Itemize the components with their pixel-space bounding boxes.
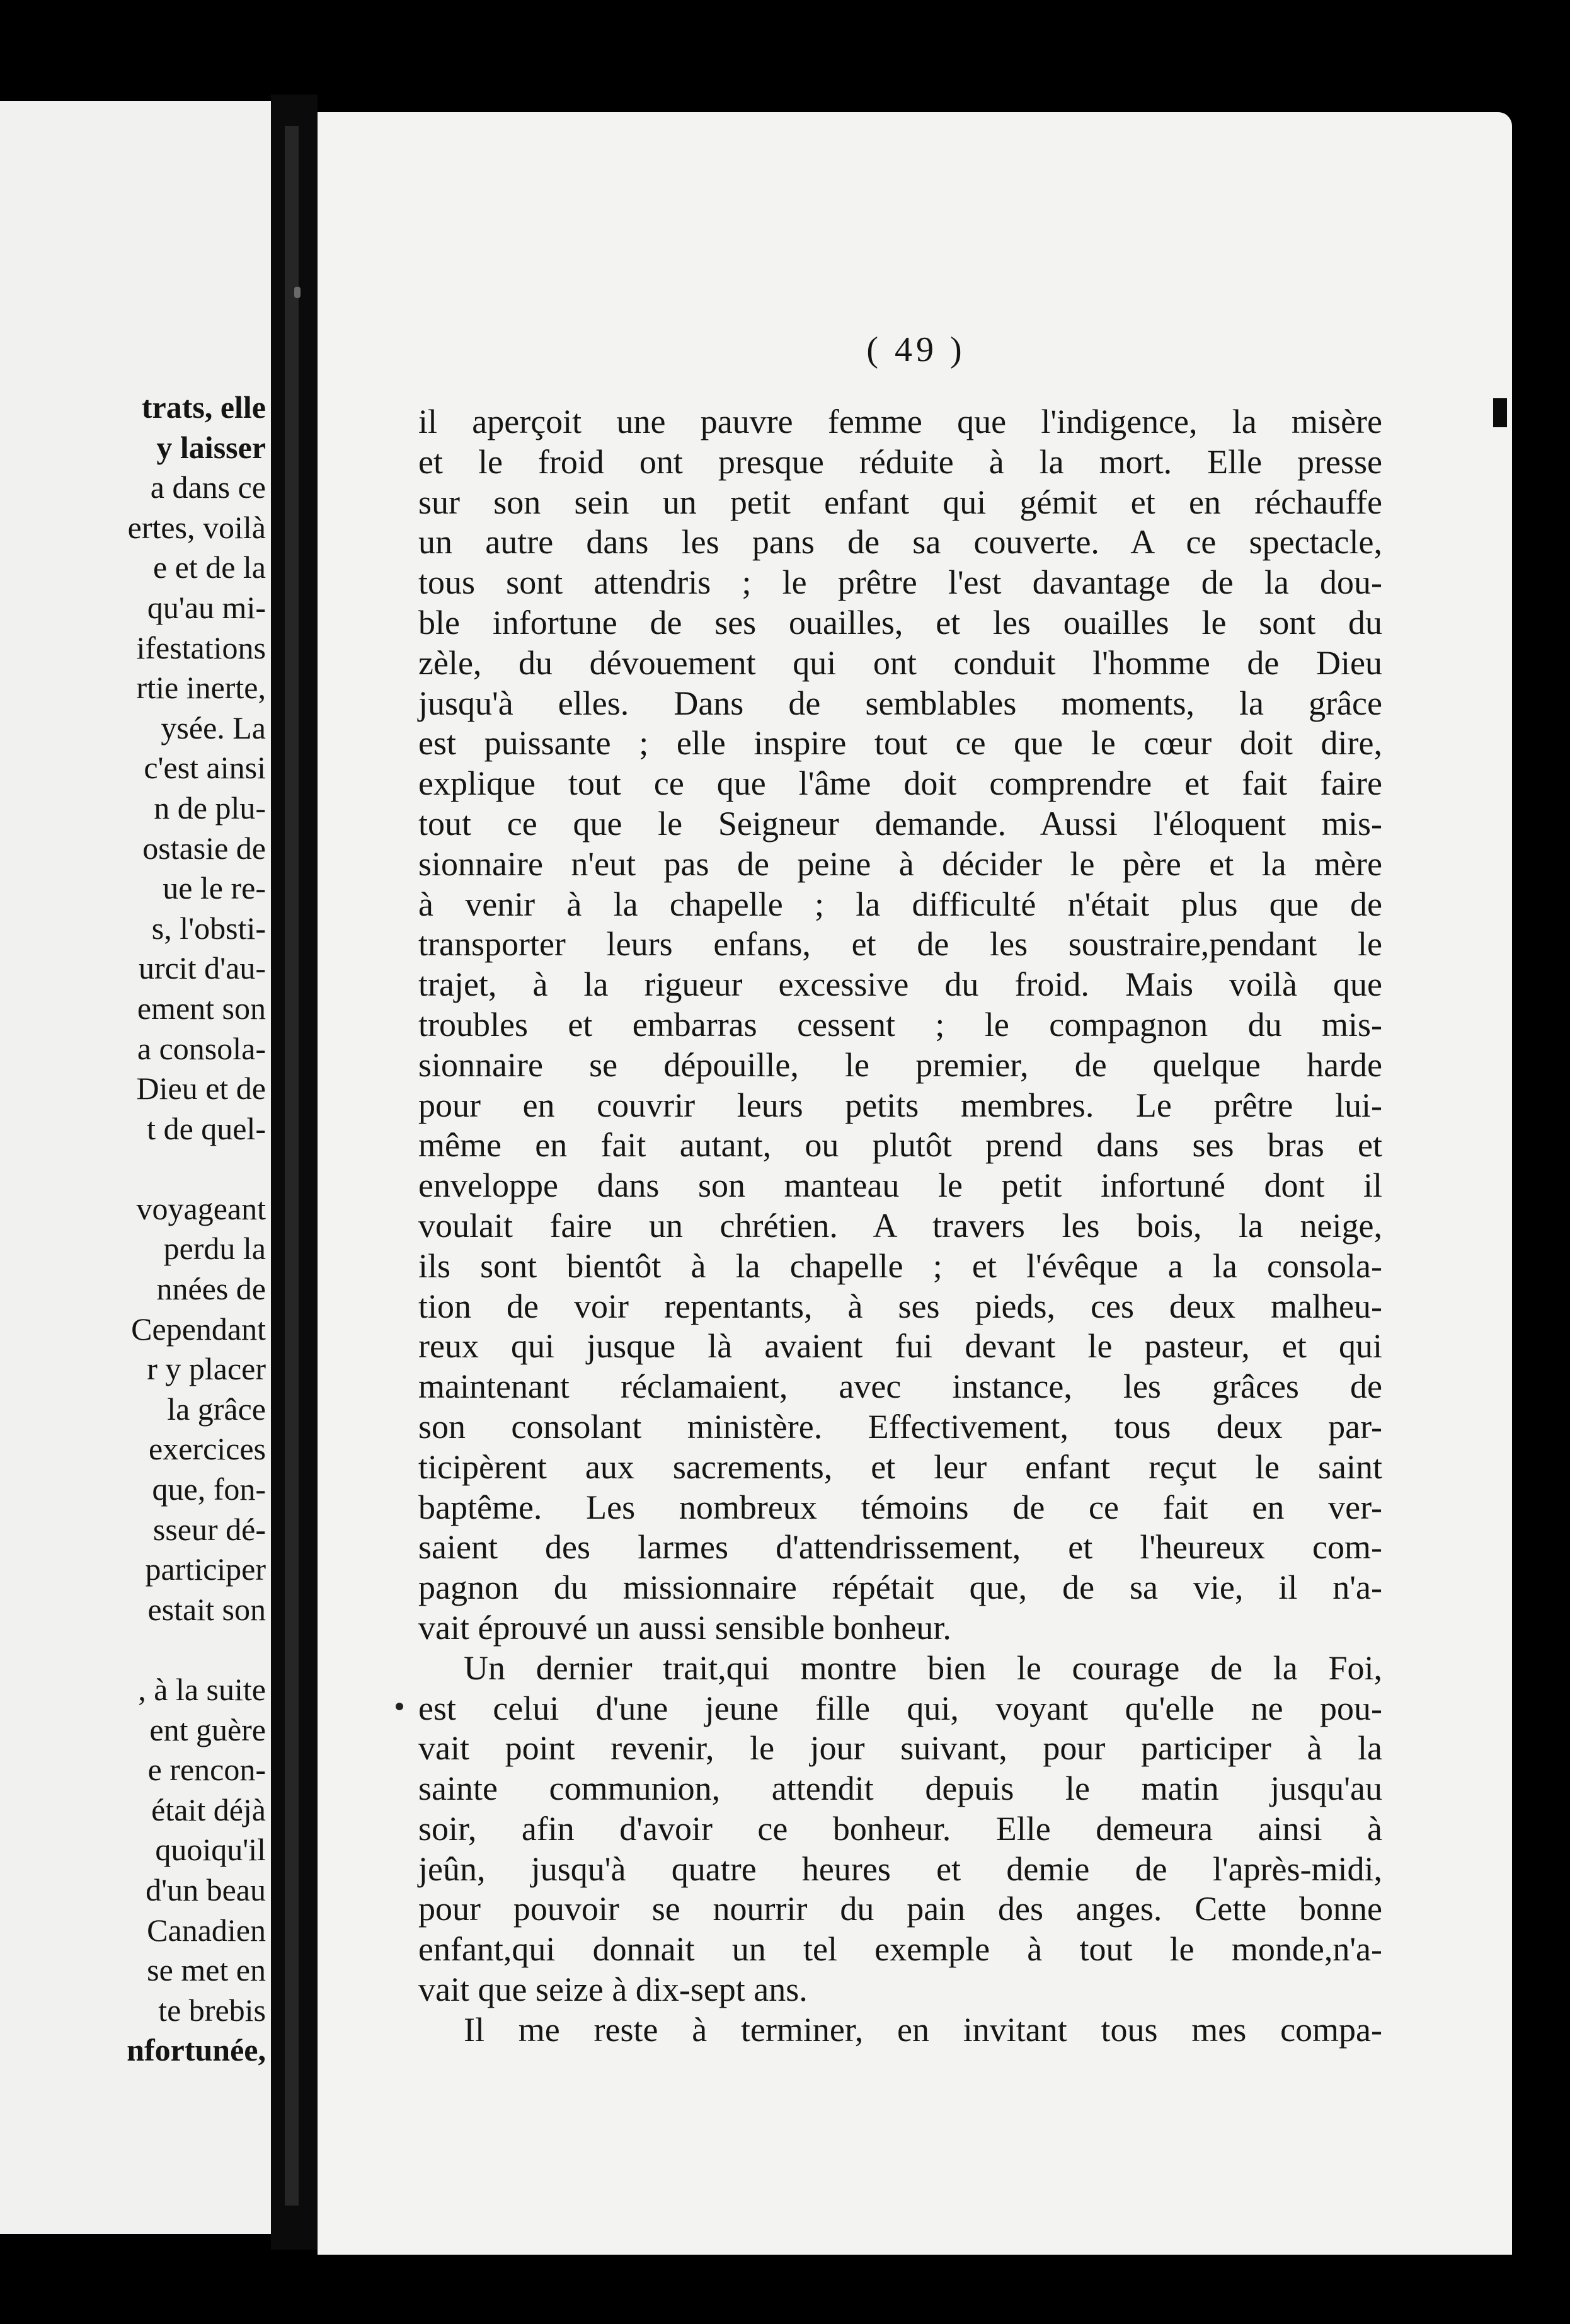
text-line: zèle, du dévouement qui ont conduit l'homme de Dieu	[418, 643, 1382, 682]
left-line: Cependant	[131, 1311, 266, 1347]
left-line: se met en	[147, 1952, 266, 1988]
text-line: sionnaire n'eut pas de peine à décider le père et la mère	[418, 844, 1382, 883]
left-line: quoiqu'il	[155, 1832, 266, 1868]
left-line: était déjà	[151, 1792, 266, 1827]
text-line: pour en couvrir leurs petits membres. Le prêtre lui-	[418, 1086, 1382, 1124]
scan-speck	[396, 1703, 403, 1710]
text-line: trajet, à la rigueur excessive du froid. Mais voilà que	[418, 965, 1382, 1004]
page-body	[418, 402, 1382, 2051]
left-line: te brebis	[158, 1992, 266, 2028]
left-line: estait son	[147, 1591, 266, 1627]
text-line: et le froid ont presque réduite à la mort. Elle presse	[418, 442, 1382, 481]
left-line: y laisser	[156, 429, 266, 465]
text-line: sionnaire se dépouille, le premier, de quelque harde	[418, 1045, 1382, 1084]
scan-speck	[294, 287, 301, 298]
text-line: son consolant ministère. Effectivement, tous deux par-	[418, 1407, 1382, 1446]
text-line: tout ce que le Seigneur demande. Aussi l'éloquent mis-	[418, 804, 1382, 843]
text-line: Un dernier trait,qui montre bien le courage de la Foi,	[464, 1648, 1382, 1687]
text-line: est puissante ; elle inspire tout ce que le cœur doit dire,	[418, 724, 1382, 762]
text-line: jusqu'à elles. Dans de semblables moments, la grâce	[418, 684, 1382, 722]
text-line: ble infortune de ses ouailles, et les ouailles le sont du	[418, 603, 1382, 641]
left-line: sseur dé-	[152, 1511, 266, 1547]
left-line: trats, elle	[141, 389, 266, 425]
text-line: voulait faire un chrétien. A travers les bois, la neige,	[418, 1206, 1382, 1245]
text-line: vait éprouvé un aussi sensible bonheur.	[418, 1608, 951, 1647]
text-line: saient des larmes d'attendrissement, et l'heureux com-	[418, 1528, 1382, 1567]
left-line: voyageant	[136, 1190, 266, 1226]
text-line: pour pouvoir se nourrir du pain des anges. Cette bonne	[418, 1890, 1382, 1928]
left-line: ifestations	[136, 630, 266, 665]
left-line: exercices	[149, 1431, 266, 1467]
left-line: r y placer	[147, 1351, 266, 1387]
left-line: a dans ce	[150, 469, 266, 505]
text-line: sainte communion, attendit depuis le matin jusqu'au	[418, 1769, 1382, 1808]
left-page-fragment	[0, 101, 271, 2234]
left-line: nnées de	[156, 1271, 266, 1307]
text-line: maintenant réclamaient, avec instance, les grâces de	[418, 1367, 1382, 1406]
text-line: ils sont bientôt à la chapelle ; et l'évêque a la consola-	[418, 1246, 1382, 1285]
text-line: ticipèrent aux sacrements, et leur enfant reçut le saint	[418, 1447, 1382, 1486]
text-line: pagnon du missionnaire répétait que, de sa vie, il n'a-	[418, 1568, 1382, 1607]
left-line: ertes, voilà	[127, 509, 266, 545]
text-line: jeûn, jusqu'à quatre heures et demie de l'après-midi,	[418, 1849, 1382, 1888]
left-gap	[1, 1630, 266, 1670]
left-line: que, fon-	[152, 1471, 266, 1507]
text-line: tion de voir repentants, à ses pieds, ces deux malheu-	[418, 1287, 1382, 1325]
left-line: la grâce	[167, 1391, 266, 1427]
page-number: ( 49 )	[866, 330, 966, 369]
text-line: à venir à la chapelle ; la difficulté n'était plus que de	[418, 885, 1382, 923]
text-line: troubles et embarras cessent ; le compagnon du mis-	[418, 1005, 1382, 1044]
text-line: Il me reste à terminer, en invitant tous mes compa-	[464, 2010, 1382, 2049]
left-line: s, l'obsti-	[151, 910, 266, 946]
left-line: a consola-	[137, 1030, 266, 1066]
left-line: ent guère	[149, 1711, 266, 1747]
left-line: rtie inerte,	[136, 670, 266, 706]
text-line: baptême. Les nombreux témoins de ce fait en ver-	[418, 1488, 1382, 1526]
text-line: tous sont attendris ; le prêtre l'est davantage de la dou-	[418, 563, 1382, 602]
left-line: , à la suite	[138, 1672, 266, 1707]
text-line: enfant,qui donnait un tel exemple à tout le monde,n'a-	[418, 1930, 1382, 1969]
text-line: explique tout ce que l'âme doit comprendre et fait faire	[418, 764, 1382, 803]
left-line: urcit d'au-	[139, 950, 266, 986]
text-line: est celui d'une jeune fille qui, voyant qu'elle ne pou-	[418, 1689, 1382, 1727]
left-line: d'un beau	[146, 1872, 266, 1907]
text-line: il aperçoit une pauvre femme que l'indigence, la misère	[418, 403, 1382, 440]
text-line: un autre dans les pans de sa couverte. A ce spectacle,	[418, 523, 1382, 561]
left-line: qu'au mi-	[147, 589, 266, 625]
text-line: vait point revenir, le jour suivant, pour participer à la	[418, 1729, 1382, 1768]
text-line: reux qui jusque là avaient fui devant le pasteur, et qui	[418, 1327, 1382, 1366]
left-line: ysée. La	[161, 710, 266, 745]
text-line: enveloppe dans son manteau le petit infortuné dont il	[418, 1166, 1382, 1205]
left-line: participer	[145, 1551, 266, 1587]
text-line: transporter leurs enfans, et de les soustraire,pendant le	[418, 925, 1382, 964]
left-line: e et de la	[152, 549, 266, 585]
right-page	[318, 112, 1512, 2255]
left-line: nfortunée,	[127, 2032, 266, 2068]
text-line: sur son sein un petit enfant qui gémit et en réchauffe	[418, 483, 1382, 521]
text-line: soir, afin d'avoir ce bonheur. Elle demeura ainsi à	[418, 1809, 1382, 1848]
left-line: ement son	[137, 990, 266, 1026]
book-spine-inner	[285, 126, 299, 2206]
text-line: même en fait autant, ou plutôt prend dans ses bras et	[418, 1126, 1382, 1165]
text-line: vait que seize à dix-sept ans.	[418, 1970, 808, 2009]
page-edge-mark	[1493, 398, 1507, 427]
left-line: t de quel-	[147, 1110, 266, 1146]
left-line: ue le re-	[163, 870, 266, 906]
left-page-text	[1, 388, 266, 2071]
left-line: Canadien	[147, 1912, 266, 1948]
left-line: n de plu-	[154, 790, 266, 825]
left-line: perdu la	[163, 1231, 266, 1267]
left-line: c'est ainsi	[144, 750, 266, 786]
left-line: Dieu et de	[136, 1071, 266, 1107]
left-gap	[1, 1149, 266, 1189]
left-line: e rencon-	[147, 1752, 266, 1788]
left-line: ostasie de	[142, 830, 266, 866]
